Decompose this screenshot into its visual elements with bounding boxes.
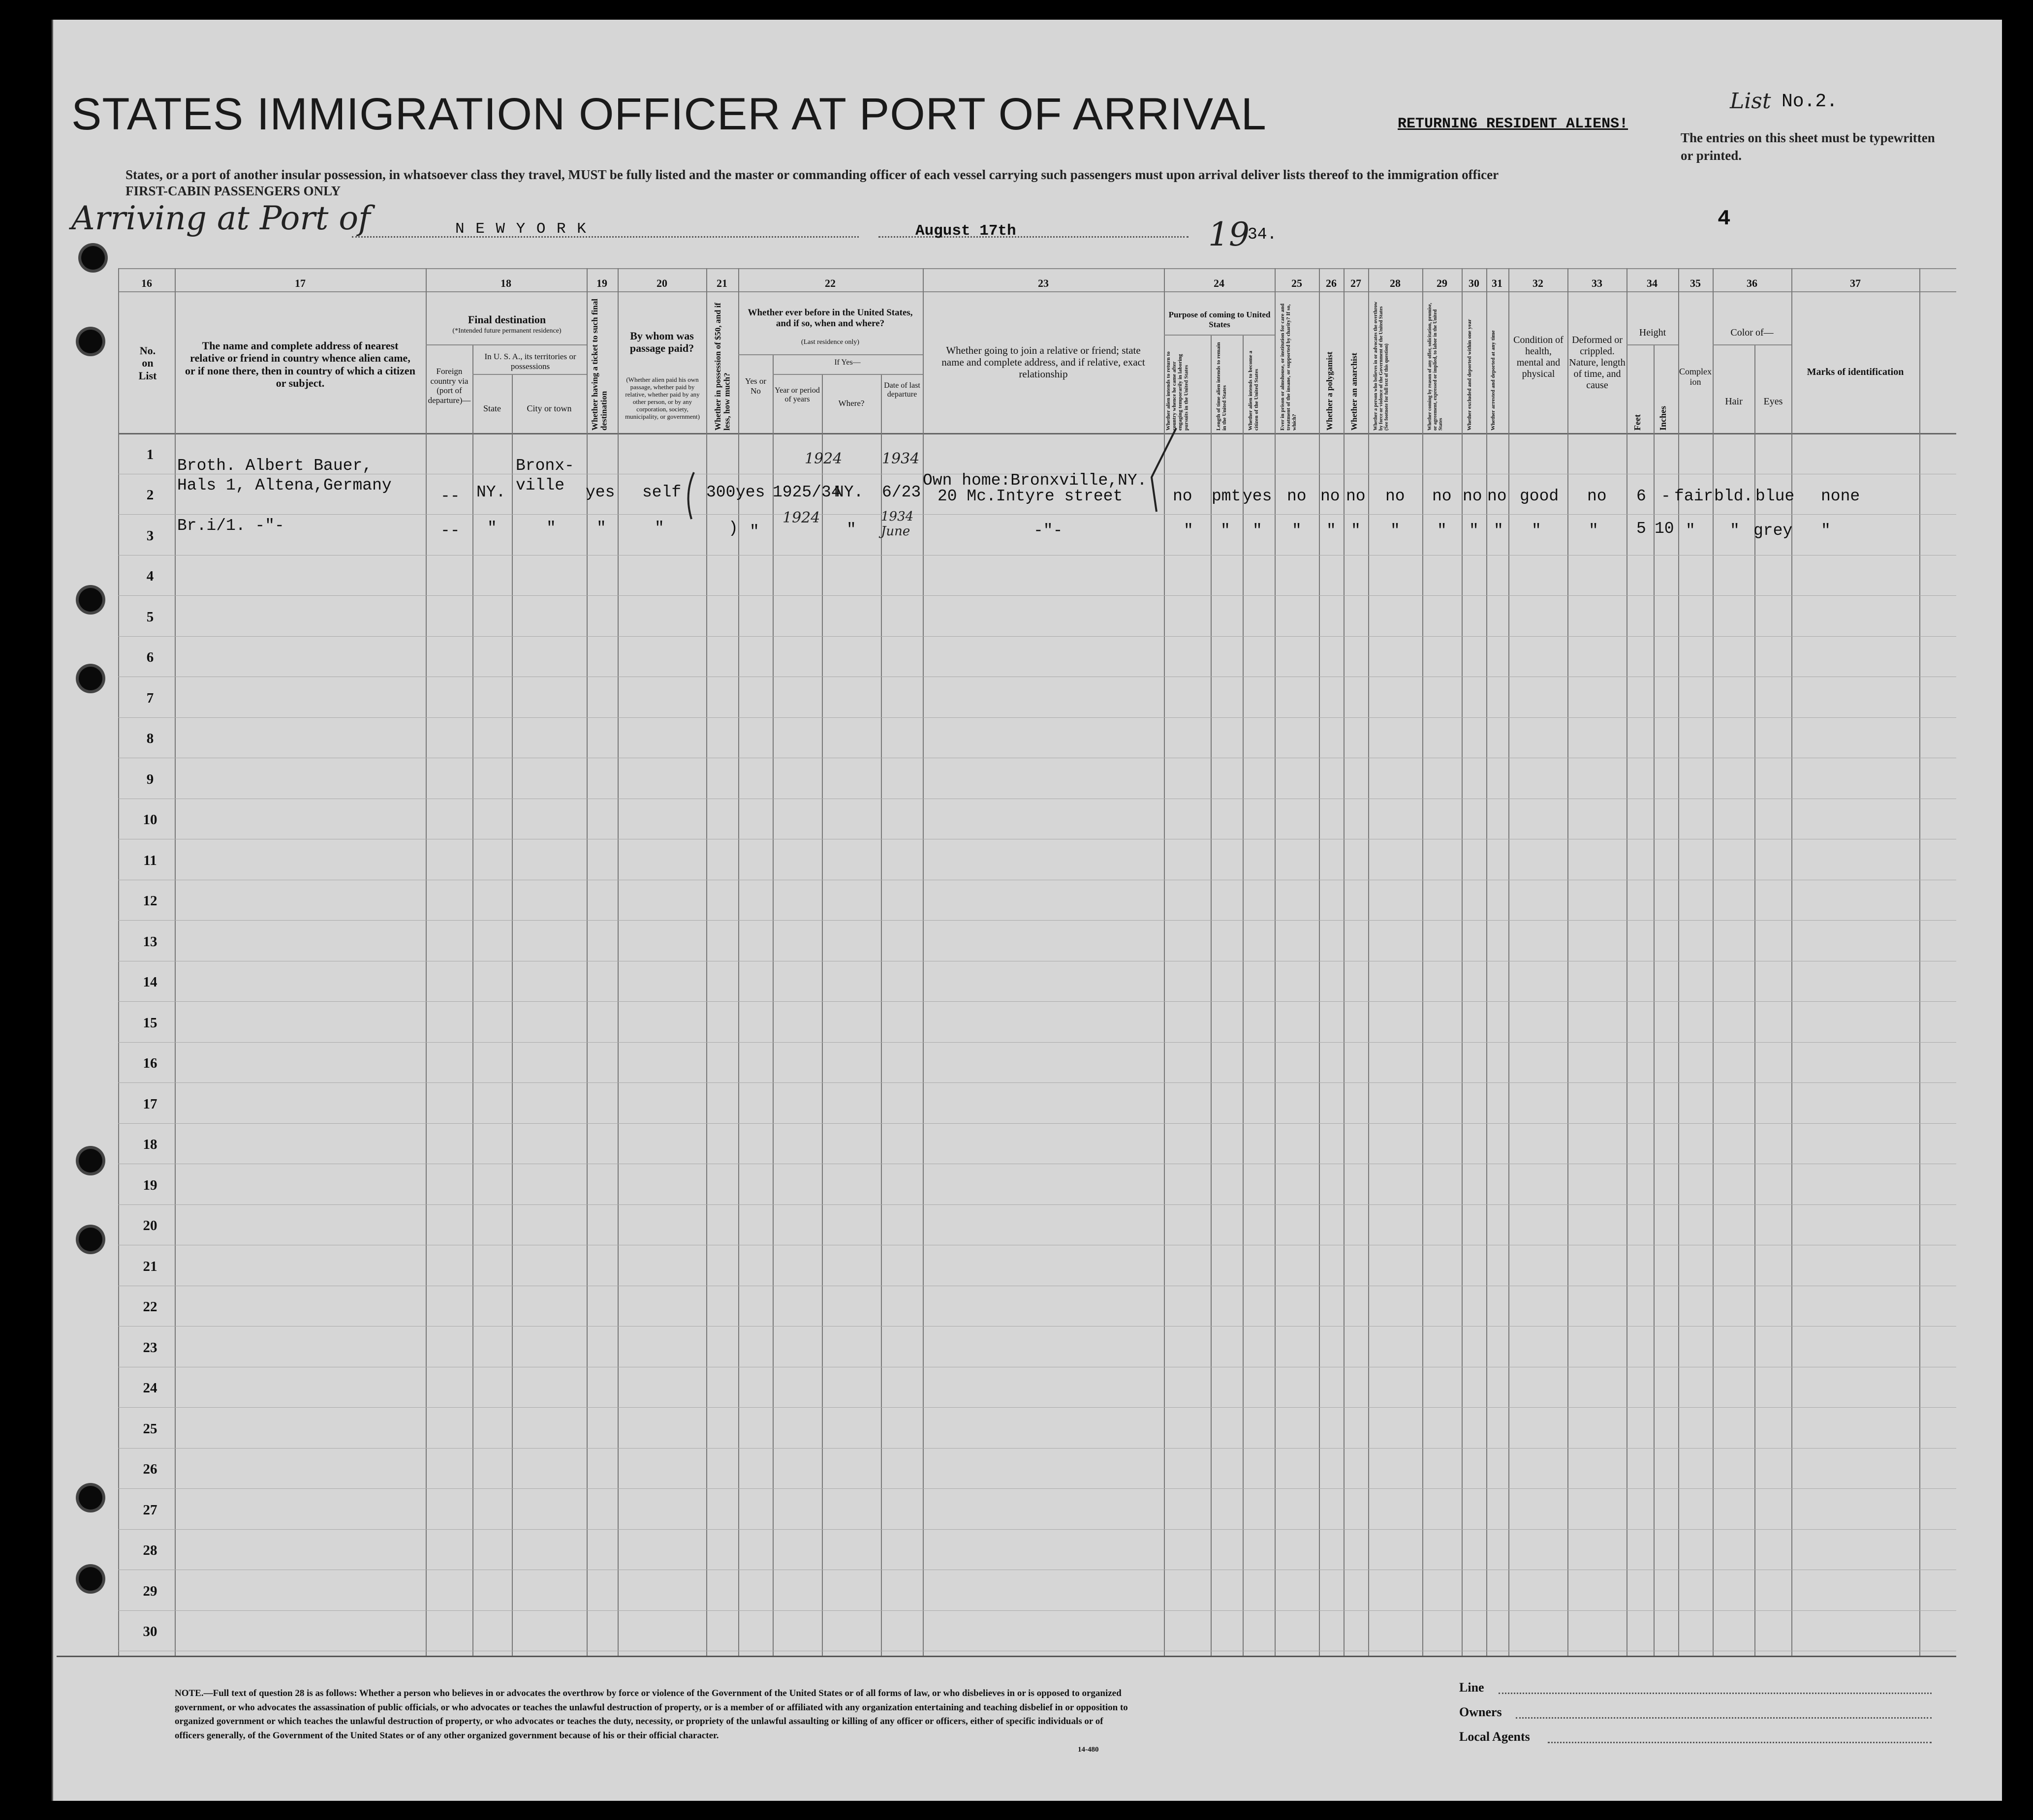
col-divider (822, 374, 823, 1656)
col-divider (472, 344, 473, 1656)
header-ticket: Whether having a ticket to such final destination (590, 299, 609, 431)
header-eyes: Eyes (1763, 396, 1783, 407)
manifest-sheet (52, 20, 2002, 1801)
header-passage-paid: By whom was passage paid? (629, 330, 694, 355)
colnum: 16 (141, 277, 152, 289)
colnum: 36 (1747, 277, 1757, 289)
row-rule (118, 1042, 1956, 1043)
header-purpose-b: Length of time alien intends to remain in the United States (1216, 342, 1228, 431)
row-number: 27 (143, 1502, 157, 1518)
table-top-rule (118, 268, 1956, 269)
colnum: 21 (717, 277, 727, 289)
table-row-1-join-l1: Own home:Bronxville,NY. (923, 471, 1147, 490)
table-row-2-offer: " (1437, 522, 1447, 540)
punch-hole (79, 330, 102, 353)
bracket-stroke (682, 470, 701, 524)
header-arrested: Whether arrested and deported at any time (1490, 330, 1496, 431)
header-marks: Marks of identification (1807, 367, 1904, 377)
subheader-rule (773, 374, 923, 375)
year-prefix: 19 (1208, 216, 1250, 253)
row-number: 18 (143, 1137, 157, 1152)
table-row-2-foreign: -- (440, 522, 460, 540)
col-divider (881, 374, 882, 1656)
table-row-2-overthrow: " (1390, 522, 1400, 540)
header-final-dest-sub: (*Intended future permanent residence) (452, 327, 562, 335)
table-row-1-inches: - (1661, 487, 1671, 505)
colnum: 28 (1390, 277, 1401, 289)
table-row-1-purpose-c: yes (1243, 487, 1272, 505)
row-number: 22 (143, 1299, 157, 1315)
row-number: 21 (143, 1258, 157, 1274)
subheader-rule (426, 344, 587, 345)
colnum: 24 (1214, 277, 1224, 289)
table-row-1-health: good (1520, 487, 1559, 505)
row-number: 6 (146, 649, 154, 665)
punch-hole (79, 1149, 102, 1172)
header-join-relative: Whether going to join a relative or friend; state name and complete address, and if relative, exact relationship (941, 344, 1145, 380)
list-label: List (1730, 89, 1771, 114)
year-suffix: 34. (1248, 225, 1277, 244)
row-rule (118, 1123, 1956, 1124)
row-number: 13 (143, 933, 157, 950)
header-passage-sub: (Whether alien paid his own passage, whether paid by relative, whether paid by any other person, or by any corporation, society, municipality, or government) (625, 376, 700, 420)
row-rule (118, 1529, 1956, 1530)
colnum: 19 (596, 277, 607, 289)
table-row-1-relative-l1: Broth. Albert Bauer, (177, 457, 373, 475)
row-number: 28 (143, 1542, 157, 1558)
subheader-rule (1164, 335, 1275, 336)
colnum: 26 (1326, 277, 1337, 289)
table-row-2-city: " (546, 519, 556, 537)
header-foreign-country: Foreign country via (port of departure)— (428, 367, 471, 405)
header-polygamist: Whether a polygamist (1325, 351, 1334, 431)
header-deformed: Deformed or crippled. Nature, length of time, and cause (1569, 335, 1626, 391)
row-number: 16 (143, 1055, 157, 1071)
colnum: 35 (1690, 277, 1701, 289)
table-row-1-foreign: -- (440, 487, 460, 505)
table-row-1-date-hand: 1934 (882, 450, 920, 467)
table-row-1-state: NY. (476, 483, 506, 501)
table-row-1-relative-l2: Hals 1, Altena,Germany (177, 476, 392, 494)
subheader-rule (738, 354, 923, 355)
header-height: Height (1639, 327, 1666, 338)
header-final-destination: Final destination (468, 313, 546, 326)
row-number: 11 (143, 852, 157, 868)
subheader-rule (1713, 344, 1791, 345)
row-rule (118, 1610, 1956, 1611)
table-row-1-arrested: no (1487, 487, 1507, 505)
header-yes-no: Yes or No (745, 376, 767, 396)
table-row-1-deformed: no (1587, 487, 1607, 505)
row-number: 17 (143, 1096, 157, 1112)
arriving-label: Arriving at Port of (71, 199, 371, 237)
colnum: 17 (295, 277, 306, 289)
colnum: 32 (1533, 277, 1543, 289)
colnum: 25 (1291, 277, 1302, 289)
header-offer: Whether coming by reason of any offer, solicitation, promise, or agreement, expressed or implied, to labor in the United States (1427, 303, 1443, 431)
row-rule (118, 636, 1956, 637)
col-divider (1211, 335, 1212, 1656)
row-number: 15 (143, 1015, 157, 1031)
table-row-2-excluded: " (1469, 522, 1479, 540)
footer-owners-label: Owners (1459, 1705, 1502, 1719)
table-row-2-purpose-b: " (1220, 522, 1230, 540)
header-overthrow: Whether a person who believes in or advocates the overthrow by force or violence of the Government of the United States (See footnote for full text of this question) (1373, 302, 1389, 431)
row-number: 8 (146, 731, 154, 746)
table-row-1-before: yes (736, 483, 765, 501)
header-health: Condition of health, mental and physical (1513, 335, 1564, 379)
table-row-2-polygamist: " (1326, 522, 1336, 540)
table-row-2-where: " (846, 521, 856, 539)
row-rule (118, 1407, 1956, 1408)
table-row-2-state: " (487, 519, 497, 537)
page-title: STATES IMMIGRATION OFFICER AT PORT OF ARRIVAL (71, 89, 1267, 139)
row-number: 29 (143, 1583, 157, 1599)
table-row-1-hair: bld. (1714, 487, 1753, 505)
header-possession: Whether in possession of $50, and if less, how much? (713, 303, 732, 431)
row-number: 23 (143, 1339, 157, 1356)
header-bottom-rule (118, 433, 1956, 434)
table-row-2-hair: " (1730, 522, 1740, 540)
table-row-2-join: -"- (1033, 522, 1063, 540)
date-value: August 17th (915, 222, 1016, 240)
table-row-1-date: 6/23 (882, 483, 921, 501)
table-row-2-health: " (1532, 522, 1541, 540)
table-row-2-before: " (750, 523, 759, 541)
colnum-rule (118, 291, 1956, 292)
table-row-1-paid: self (642, 483, 682, 501)
header-purpose-c: Whether alien intends to become a citizen of the United States (1248, 350, 1260, 431)
row-rule (118, 920, 1956, 921)
col-divider (1754, 344, 1755, 1656)
colnum: 18 (500, 277, 511, 289)
table-row-1-excluded: no (1463, 487, 1482, 505)
table-row-2-arrested: " (1494, 522, 1503, 540)
port-line (352, 236, 859, 238)
row-number: 3 (146, 527, 154, 544)
row-number: 26 (143, 1461, 157, 1477)
table-row-2-anarchist: " (1351, 522, 1361, 540)
page-number: 4 (1718, 207, 1731, 231)
table-row-2-paid: " (655, 519, 664, 537)
list-number: No.2. (1782, 91, 1838, 112)
row-number: 7 (146, 690, 154, 706)
row-number: 30 (143, 1624, 157, 1639)
row-number: 19 (143, 1177, 157, 1193)
table-row-2-relative: Br.i/1. -"- (177, 517, 284, 535)
footer-owners-rule (1516, 1717, 1932, 1719)
colnum: 22 (825, 277, 836, 289)
header-where: Where? (838, 399, 865, 408)
table-row-2-marks: " (1821, 522, 1831, 540)
punch-hole (79, 1567, 102, 1591)
table-row-2-feet: 5 (1636, 520, 1646, 538)
col-divider (1243, 335, 1244, 1656)
header-purpose-a: Whether alien intends to return to country whence he came after engaging temporarily in laboring pursuits in the United States (1165, 351, 1189, 431)
table-row-1-year: 1925/34 (773, 483, 841, 501)
table-row-1-complexion: fair (1674, 487, 1714, 505)
table-row-1-year-hand: 1924 (805, 450, 843, 467)
table-row-2-money: ) (728, 519, 738, 537)
footer-line-rule (1499, 1693, 1932, 1694)
header-city: City or town (527, 403, 572, 413)
footer-agents-rule (1548, 1742, 1932, 1743)
row-rule (118, 1488, 1956, 1489)
table-row-2-complexion: " (1686, 522, 1695, 540)
table-row-1-purpose-b: pmt (1212, 487, 1241, 505)
header-hair: Hair (1725, 396, 1743, 407)
port-value: N E W Y O R K (455, 220, 587, 238)
punch-hole (79, 1486, 102, 1510)
table-row-1-offer: no (1432, 487, 1452, 505)
colnum: 33 (1592, 277, 1602, 289)
header-before-sub: (Last residence only) (801, 339, 860, 346)
colnum: 23 (1038, 277, 1049, 289)
first-cabin-label: FIRST-CABIN PASSENGERS ONLY (125, 184, 341, 198)
header-if-yes: If Yes— (834, 358, 861, 367)
row-rule (118, 595, 1956, 596)
colnum: 37 (1850, 277, 1861, 289)
col-divider (773, 354, 774, 1656)
punch-hole (79, 667, 102, 690)
table-row-1-feet: 6 (1636, 487, 1646, 505)
typewritten-note: The entries on this sheet must be typewritten or printed. (1681, 130, 1935, 163)
colnum: 27 (1350, 277, 1361, 289)
colnum: 29 (1437, 277, 1447, 289)
table-row-1-marks: none (1821, 487, 1860, 505)
row-number: 25 (143, 1420, 157, 1437)
row-number: 10 (143, 812, 157, 828)
row-number: 20 (143, 1218, 157, 1234)
row-number: 4 (146, 568, 154, 584)
row-rule (118, 1001, 1956, 1002)
row-number: 9 (146, 771, 154, 787)
table-row-2-purpose-c: " (1252, 522, 1262, 540)
header-usa: In U. S. A., its territories or possessions (484, 352, 576, 371)
header-anarchist: Whether an anarchist (1349, 352, 1359, 431)
table-bottom-rule (57, 1656, 1956, 1657)
table-row-2-ticket: " (596, 519, 606, 537)
row-rule (118, 1204, 1956, 1205)
colnum: 34 (1647, 277, 1658, 289)
form-code: 14-480 (1078, 1746, 1099, 1754)
punch-hole (79, 1228, 102, 1251)
subtitle-text: States, or a port of another insular possession, in whatsoever class they travel, MUST be fully listed and the master or commanding officer of each vessel carrying such passengers must upon arrival deliver lists thereof to the immigration officer (125, 167, 1499, 182)
table-row-1-where: NY. (834, 483, 864, 501)
row-number: 1 (146, 446, 154, 463)
row-rule (118, 717, 1956, 718)
row-number: 2 (146, 487, 154, 503)
header-prison: Ever in prison or almshouse, or institution for care and treatment of the insane, or supported by charity? If so, which? (1280, 303, 1298, 431)
punch-hole (81, 246, 105, 270)
table-row-1-anarchist: no (1346, 487, 1366, 505)
header-no-on-list: No. on List (138, 344, 157, 382)
footer-agents-label: Local Agents (1459, 1729, 1530, 1744)
header-excluded: Whether excluded and deported within one year (1467, 319, 1472, 431)
row-number: 5 (146, 609, 154, 625)
table-row-2-deformed: " (1589, 522, 1598, 540)
table-row-2-year-hand: 1924 (782, 509, 820, 526)
subheader-rule (1626, 344, 1678, 345)
table-row-1-overthrow: no (1385, 487, 1405, 505)
row-rule (118, 1448, 1956, 1449)
table-row-1-join-l2: 20 Mc.Intyre street (938, 487, 1123, 505)
header-complexion: Complexion (1679, 367, 1712, 387)
colnum: 20 (657, 277, 667, 289)
header-relative: The name and complete address of nearest relative or friend in country whence alien came, or if none there, then in country of which a citizen or subject. (185, 339, 415, 389)
subheader-rule (472, 374, 587, 375)
checkmark-stroke (1122, 423, 1181, 522)
table-row-1-city-l1: Bronx- (516, 457, 574, 475)
header-before-us: Whether ever before in the United States, and if so, when and where? (748, 308, 913, 329)
header-color-of: Color of— (1730, 327, 1774, 338)
colnum: 30 (1469, 277, 1479, 289)
returning-aliens-stamp: RETURNING RESIDENT ALIENS! (1398, 116, 1628, 132)
header-inches: Inches (1658, 405, 1668, 431)
table-row-1-eyes: blue (1755, 487, 1795, 505)
table-row-1-money: 300 (706, 483, 736, 501)
punch-hole (79, 588, 102, 612)
table-row-1-ticket: yes (586, 483, 615, 501)
table-row-2-prison: " (1292, 522, 1302, 540)
table-row-1-prison: no (1287, 487, 1307, 505)
row-rule (118, 514, 1956, 515)
table-row-2-date-hand: 1934 June (881, 509, 914, 539)
table-row-2-purpose-a: " (1184, 522, 1193, 540)
header-feet: Feet (1632, 414, 1642, 431)
row-number: 24 (143, 1380, 157, 1396)
row-number: 14 (143, 974, 157, 990)
header-year: Year or period of years (775, 386, 820, 404)
col-divider (512, 374, 513, 1656)
table-row-2-eyes: grey (1753, 522, 1793, 540)
header-date-departure: Date of last departure (884, 381, 920, 399)
table-row-2-inches: 10 (1655, 520, 1674, 538)
row-rule (118, 1082, 1956, 1083)
table-row-1-purpose-a: no (1173, 487, 1192, 505)
footer-line-label: Line (1459, 1680, 1484, 1695)
row-number: 12 (143, 893, 157, 909)
table-row-1-polygamist: no (1320, 487, 1340, 505)
colnum: 31 (1492, 277, 1502, 289)
col-divider (1654, 344, 1655, 1656)
header-purpose: Purpose of coming to United States (1168, 310, 1271, 329)
table-row-1-city-l2: ville (516, 476, 565, 494)
footnote-q28: NOTE.—Full text of question 28 is as follows: Whether a person who believes in or advocates the overthrow by force or violence of the Government of the United States or of all forms of law, or who disbelieves in or is opposed to organized government, or who advocates the assassination of public officials, or who advocates or teaches the unlawful destruction of property, or is a member of or affiliated with any organization entertaining and teaching disbelief in or opposition to organized government or which teaches the unlawful destruction of property, or who advocates or teaches the duty, necessity, or propriety of the unlawful assaulting or killing of any officer or officers, either of specific individuals or of officers generally, of the Government of the United States or of any other organized government because of his or their official character. (175, 1688, 1128, 1741)
header-state: State (483, 403, 501, 413)
